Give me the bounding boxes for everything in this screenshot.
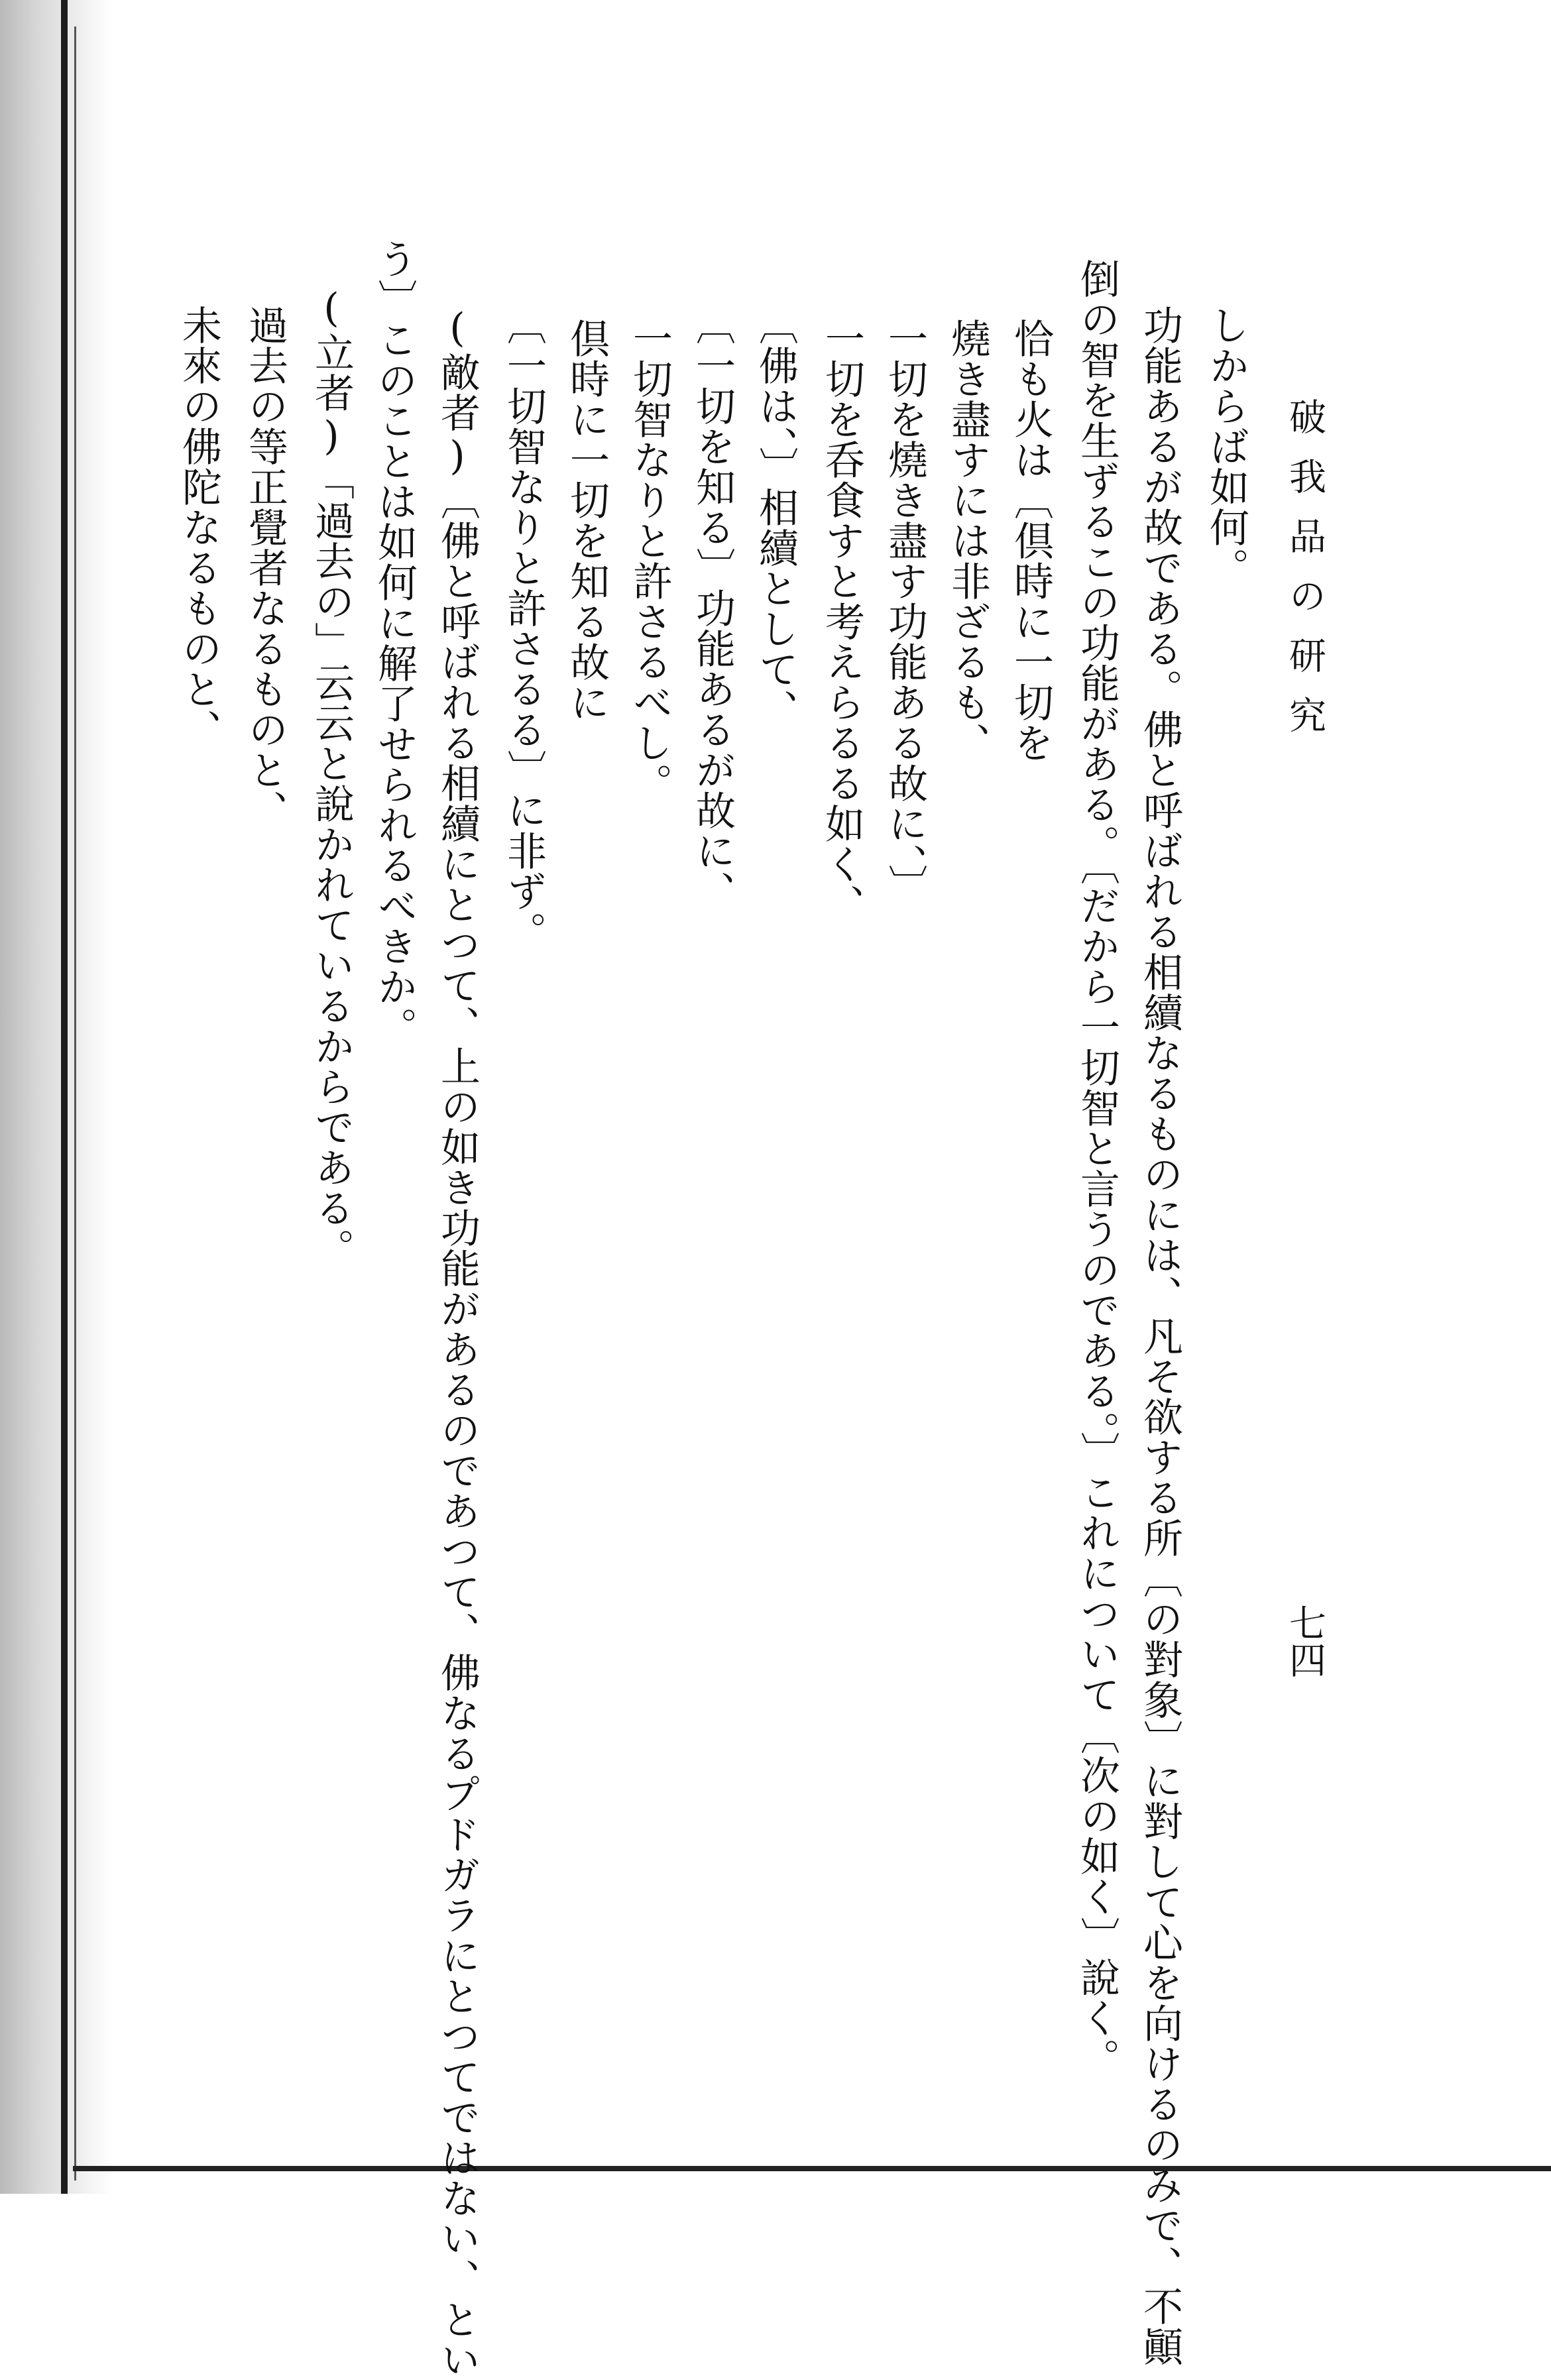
text-column-7: 一切を呑食すと考えらるる如く、 [819,318,865,925]
text-column-5: 燒き盡すには非ざるも、 [945,318,991,763]
text-column-11: 倶時に一切を知る故に [563,318,610,722]
scan-binding-line [74,27,76,2181]
text-column-2: 功能あるが故である。佛と呼ばれる相續なるものには、凡そ欲する所〔の對象〕に對して心を向けるのみで、不顚 [1137,305,1183,2367]
text-column-15: (立者)「過去の」云云と說かれているからである。 [308,285,355,1269]
text-column-10: 一切智なりと許さるべし。 [626,318,673,803]
page-number: 七四 [1283,1604,1326,1678]
text-column-16: 過去の等正覺者なるものと、 [242,305,288,830]
text-column-12: 〔一切智なりと許さるる〕に非ず。 [500,305,547,952]
text-column-14: う〕このことは如何に解了せられるべきか。 [371,239,418,1047]
text-column-4: 恰も火は〔倶時に一切を [1007,318,1054,763]
text-column-8: 〔佛は、〕相續として、 [752,305,799,730]
text-column-17: 未來の佛陀なるものと、 [176,305,222,750]
scan-binding-shadow [0,0,113,2194]
text-column-3: 倒の智を生ずるこの功能がある。〔だから一切智と言うのである。〕これについて〔次の如く〕說く。 [1074,258,1120,2078]
text-column-6: 一切を燒き盡す功能ある故に、〕 [882,318,928,905]
running-head-title: 破我品の研究 [1283,398,1326,756]
text-column-1: しからば如何。 [1203,305,1249,588]
scan-binding-edge [61,0,68,2194]
text-column-9: 〔一切を知る〕功能あるが故に、 [689,305,736,911]
text-column-13: (敵者)〔佛と呼ばれる相續にとつて、上の如き功能があるのであつて、佛なるプドガラにとつてではない、とい [434,305,481,2380]
scan-bottom-edge [73,2166,1551,2171]
